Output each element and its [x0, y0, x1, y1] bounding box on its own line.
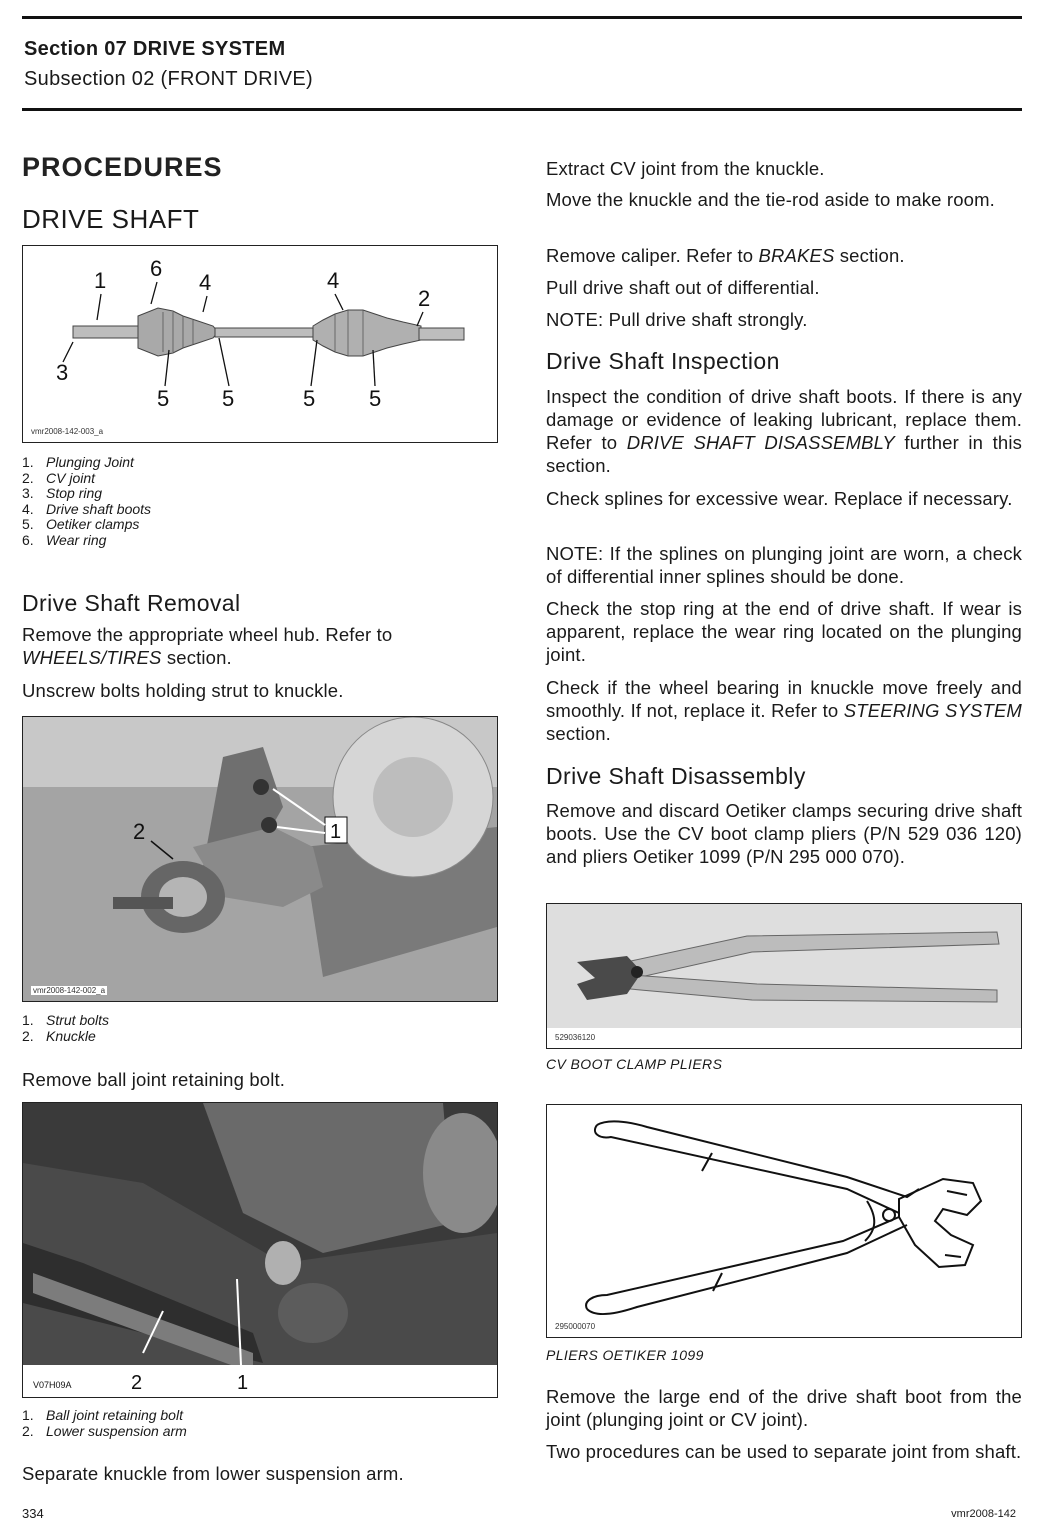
legend-item: 3. Stop ring — [22, 485, 103, 501]
legend-item: 1. Plunging Joint — [22, 454, 134, 470]
drive-shaft-heading: DRIVE SHAFT — [22, 204, 200, 234]
callout-5b: 5 — [222, 386, 235, 411]
callout-1: 1 — [330, 821, 342, 843]
callout-6: 6 — [150, 256, 163, 281]
paragraph: Inspect the condition of drive shaft boots. If there is any damage or evidence of leaking lubricant, replace them. Refer to DRIVE SHAFT DISASSEMBLY further in this section. — [546, 386, 1022, 476]
paragraph: Move the knuckle and the tie-rod aside to make room. — [546, 189, 995, 210]
removal-paragraph-2: Unscrew bolts holding strut to knuckle. — [22, 680, 344, 701]
callout-1: 1 — [94, 268, 107, 293]
header-top-rule — [22, 16, 1022, 19]
callout-4b: 4 — [327, 268, 340, 293]
legend-item: 4. Drive shaft boots — [22, 500, 152, 517]
note: NOTE: Pull drive shaft strongly. — [546, 309, 808, 330]
figure-id: vmr2008-142-002_a — [33, 986, 106, 995]
paragraph: Pull drive shaft out of differential. — [546, 277, 820, 298]
strut-knuckle-photo — [22, 716, 498, 1002]
legend-item: 6. Wear ring — [22, 531, 107, 548]
header-bottom-rule — [22, 108, 1022, 111]
callout-2: 2 — [418, 286, 431, 311]
oetiker-pliers-drawing — [546, 1104, 1022, 1338]
drive-shaft-illustration — [23, 246, 497, 442]
paragraph: Check if the wheel bearing in knuckle move freely and smoothly. If not, replace it. Refer to STEERING SYSTEM section. — [546, 677, 1022, 744]
page-number: 334 — [22, 1506, 44, 1521]
clamp-pliers-illustration — [547, 904, 1021, 1048]
paragraph: Remove and discard Oetiker clamps securing drive shaft boots. Use the CV boot clamp pliers (P/N 529 036 120) and pliers Oetiker 1099 (P/N 295 000 070). — [546, 800, 1022, 867]
legend-item: 1. Strut bolts — [22, 1012, 110, 1028]
figure-id: vmr2008-142-003_a — [31, 427, 104, 436]
callout-2: 2 — [133, 819, 146, 844]
note: NOTE: If the splines on plunging joint are worn, a check of differential inner splines should be done. — [546, 543, 1022, 587]
subsection-title: Subsection 02 (FRONT DRIVE) — [24, 68, 313, 90]
figure-id: V07H09A — [33, 1380, 72, 1390]
callout-5d: 5 — [369, 386, 382, 411]
callout-3: 3 — [56, 360, 69, 385]
separate-paragraph: Separate knuckle from lower suspension arm. — [22, 1463, 404, 1484]
callout-2: 2 — [131, 1372, 143, 1394]
legend-item: 2. CV joint — [22, 469, 96, 486]
fig5-caption: PLIERS OETIKER 1099 — [546, 1347, 704, 1363]
legend-item: 2. Knuckle — [22, 1027, 96, 1044]
paragraph: Check splines for excessive wear. Replace if necessary. — [546, 488, 1013, 509]
disassembly-heading: Drive Shaft Disassembly — [546, 763, 806, 789]
legend-item: 5. Oetiker clamps — [22, 516, 140, 532]
fig4-caption: CV BOOT CLAMP PLIERS — [546, 1056, 723, 1072]
callout-4a: 4 — [199, 270, 212, 295]
oetiker-pliers-illustration — [547, 1105, 1021, 1337]
section-title: Section 07 DRIVE SYSTEM — [24, 38, 286, 60]
figure-id: 295000070 — [555, 1322, 596, 1331]
legend-item: 2. Lower suspension arm — [22, 1422, 187, 1439]
paragraph: Two procedures can be used to separate joint from shaft. — [546, 1441, 1022, 1462]
fig1-legend — [22, 455, 151, 548]
paragraph: Remove the large end of the drive shaft boot from the joint (plunging joint or CV joint). — [546, 1386, 1022, 1430]
paragraph: Remove caliper. Refer to BRAKES section. — [546, 245, 905, 266]
callout-5a: 5 — [157, 386, 170, 411]
procedures-heading: PROCEDURES — [22, 152, 223, 182]
document-code: vmr2008-142 — [951, 1508, 1016, 1520]
ball-joint-paragraph: Remove ball joint retaining bolt. — [22, 1069, 286, 1090]
removal-heading: Drive Shaft Removal — [22, 590, 241, 616]
drive-shaft-figure — [22, 245, 498, 443]
callout-5c: 5 — [303, 386, 316, 411]
ball-joint-illustration — [23, 1103, 497, 1397]
fig3-legend — [22, 1408, 187, 1439]
removal-paragraph-1: Remove the appropriate wheel hub. Refer to WHEELS/TIRES section. — [22, 624, 393, 668]
legend-item: 1. Ball joint retaining bolt — [22, 1407, 183, 1423]
paragraph: Check the stop ring at the end of drive shaft. If wear is apparent, replace the wear ring located on the plunging joint. — [546, 598, 1022, 665]
strut-knuckle-illustration — [23, 717, 497, 1001]
callout-1: 1 — [237, 1372, 249, 1394]
paragraph: Extract CV joint from the knuckle. — [546, 158, 825, 179]
ball-joint-photo — [22, 1102, 498, 1398]
fig2-legend — [22, 1013, 109, 1044]
cv-boot-clamp-pliers-photo — [546, 903, 1022, 1049]
figure-id: 529036120 — [555, 1033, 596, 1042]
inspection-heading: Drive Shaft Inspection — [546, 348, 780, 374]
